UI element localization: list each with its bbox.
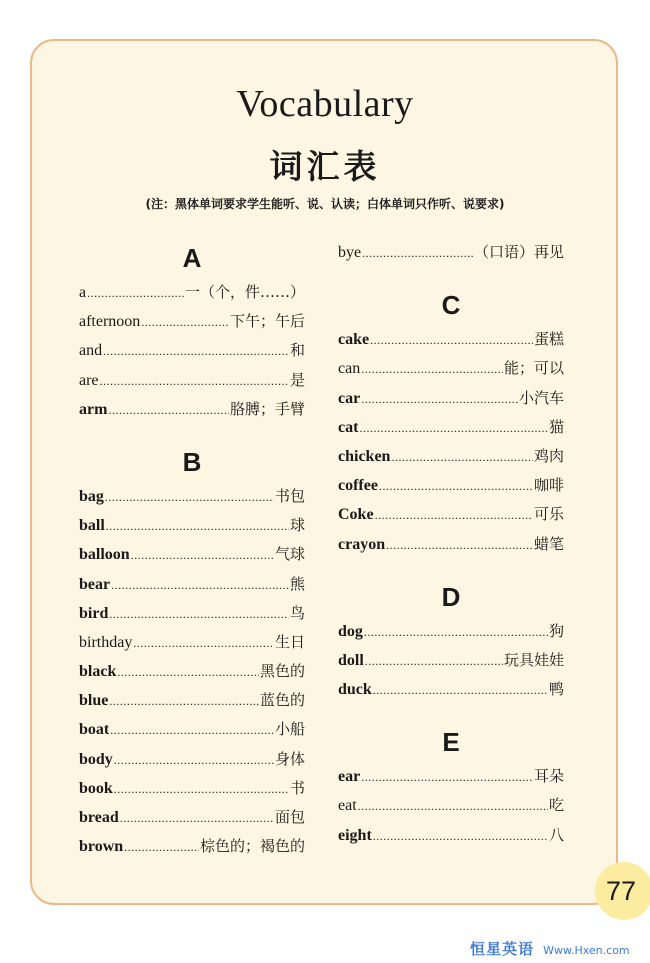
- vocab-entry: [79, 482, 305, 511]
- vocab-word: body: [79, 750, 113, 768]
- page-number-badge: 77: [595, 862, 650, 920]
- vocab-word: coffee: [338, 477, 378, 495]
- vocab-entry: [79, 803, 305, 832]
- vocab-meaning: 玩具娃娃: [503, 650, 564, 669]
- watermark-url: Www.Hxen.com: [543, 944, 630, 957]
- vocab-entry: [79, 745, 305, 774]
- vocab-word: bird: [79, 604, 109, 622]
- vocab-entry: [338, 384, 564, 413]
- section-letter: D: [441, 581, 461, 612]
- vocab-word: bag: [79, 487, 104, 505]
- vocab-word: are: [79, 371, 99, 389]
- dot-leader: [361, 763, 533, 792]
- vocab-meaning: 熊: [289, 574, 305, 593]
- vocab-meaning: 蜡笔: [533, 534, 564, 553]
- vocab-word: afternoon: [79, 313, 141, 331]
- vocabulary-right-column: [338, 238, 564, 850]
- vocab-entry: [338, 617, 564, 646]
- vocab-word: brown: [79, 838, 124, 856]
- vocab-word: eight: [338, 826, 372, 844]
- vocab-entry: [79, 395, 305, 424]
- vocab-meaning: 猫: [548, 417, 564, 436]
- vocab-entry: [79, 715, 305, 744]
- dot-leader: [391, 443, 533, 472]
- dot-leader: [379, 472, 533, 501]
- vocab-meaning: 八: [548, 825, 564, 844]
- vocab-meaning: 狗: [548, 621, 564, 640]
- vocab-entry: [338, 500, 564, 529]
- vocabulary-left-column: [79, 238, 305, 861]
- vocab-entry: [338, 442, 564, 471]
- vocab-entry: [338, 646, 564, 675]
- dot-leader: [108, 396, 229, 425]
- dot-leader: [117, 658, 259, 687]
- vocab-word: car: [338, 389, 361, 407]
- vocab-meaning: 棕色的；褐色的: [199, 837, 305, 856]
- vocab-word: dog: [338, 622, 363, 640]
- vocab-meaning: 和: [289, 341, 305, 360]
- vocab-word: bread: [79, 809, 119, 826]
- vocab-word: can: [338, 360, 361, 378]
- vocab-word: cat: [338, 418, 359, 436]
- vocab-entry: [79, 628, 305, 657]
- vocab-word: Coke: [338, 506, 374, 524]
- dot-leader: [141, 308, 229, 337]
- vocab-entry: [338, 762, 564, 791]
- vocab-word: birthday: [79, 633, 133, 651]
- dot-leader: [133, 629, 274, 658]
- section-letter: E: [442, 727, 460, 758]
- vocab-entry: [338, 675, 564, 704]
- vocab-meaning: 鸡肉: [533, 446, 564, 465]
- vocab-word: chicken: [338, 447, 391, 465]
- dot-leader: [109, 600, 289, 629]
- vocab-entry: [79, 774, 305, 803]
- dot-leader: [361, 355, 503, 384]
- dot-leader: [361, 385, 518, 414]
- vocab-entry: [79, 366, 305, 395]
- vocab-meaning: 能；可以: [503, 359, 564, 378]
- usage-note: (注：黑体单词要求学生能听、说、认读；白体单词只作听、说要求): [145, 197, 505, 211]
- vocab-meaning: 一（个，件……）: [184, 283, 305, 301]
- dot-leader: [131, 541, 274, 570]
- vocab-meaning: 生日: [274, 632, 305, 651]
- watermark-name: 恒星英语: [470, 940, 535, 958]
- dot-leader: [365, 647, 503, 676]
- dot-leader: [124, 833, 199, 862]
- vocab-meaning: 气球: [274, 545, 305, 564]
- vocab-word: eat: [338, 797, 357, 815]
- vocab-word: a: [79, 284, 87, 301]
- dot-leader: [373, 822, 548, 851]
- site-watermark: [470, 938, 630, 959]
- vocab-entry: [79, 570, 305, 599]
- dot-leader: [364, 618, 548, 647]
- vocab-meaning: （口语）再见: [473, 243, 564, 261]
- section-letter: B: [182, 446, 202, 477]
- vocab-entry: [338, 471, 564, 500]
- vocab-meaning: 咖啡: [533, 476, 564, 495]
- vocab-word: crayon: [338, 535, 386, 553]
- vocab-word: boat: [79, 721, 110, 739]
- dot-leader: [109, 687, 259, 716]
- vocab-word: bear: [79, 575, 111, 593]
- vocab-entry: [338, 413, 564, 442]
- dot-leader: [103, 337, 289, 366]
- page-subtitle: 词汇表: [269, 147, 381, 186]
- vocab-entry: [79, 832, 305, 861]
- vocab-meaning: 书包: [274, 486, 305, 505]
- dot-leader: [359, 414, 548, 443]
- vocab-word: bye: [338, 244, 362, 261]
- vocab-meaning: 耳朵: [533, 767, 564, 786]
- vocab-word: book: [79, 779, 113, 797]
- dot-leader: [114, 746, 274, 775]
- page-title: Vocabulary: [236, 83, 414, 125]
- vocab-meaning: 是: [289, 370, 305, 389]
- section-letter: C: [441, 290, 461, 321]
- dot-leader: [110, 716, 274, 745]
- vocab-meaning: 小汽车: [518, 388, 564, 407]
- vocab-word: duck: [338, 681, 372, 699]
- dot-leader: [111, 571, 289, 600]
- vocab-word: ball: [79, 517, 105, 535]
- vocab-meaning: 胳膊；手臂: [229, 399, 305, 418]
- dot-leader: [370, 326, 533, 355]
- vocab-word: doll: [338, 651, 364, 669]
- dot-leader: [375, 501, 533, 530]
- dot-leader: [358, 792, 548, 821]
- vocab-meaning: 吃: [548, 796, 564, 815]
- vocab-entry: [79, 336, 305, 365]
- dot-leader: [386, 531, 533, 560]
- vocab-word: black: [79, 663, 117, 681]
- vocab-entry: [338, 325, 564, 354]
- vocab-meaning: 可乐: [533, 505, 564, 524]
- vocab-entry: [79, 657, 305, 686]
- dot-leader: [100, 367, 289, 396]
- vocab-word: balloon: [79, 546, 130, 564]
- vocab-entry: [79, 278, 305, 307]
- vocab-word: ear: [338, 768, 361, 786]
- vocab-word: blue: [79, 692, 109, 710]
- vocab-entry: [338, 791, 564, 820]
- vocab-word: arm: [79, 400, 108, 418]
- vocab-word: and: [79, 342, 103, 360]
- vocab-entry: [79, 540, 305, 569]
- vocab-word: cake: [338, 331, 370, 349]
- vocab-entry: [79, 307, 305, 336]
- vocab-meaning: 黑色的: [259, 662, 305, 681]
- vocab-meaning: 蓝色的: [259, 691, 305, 710]
- vocab-meaning: 鸟: [289, 603, 305, 622]
- vocab-entry: [79, 599, 305, 628]
- vocab-meaning: 书: [289, 778, 305, 797]
- vocab-meaning: 小船: [274, 720, 305, 739]
- vocab-meaning: 鸭: [548, 680, 564, 699]
- dot-leader: [120, 804, 274, 833]
- dot-leader: [373, 676, 548, 705]
- vocab-meaning: 身体: [274, 749, 305, 768]
- dot-leader: [105, 483, 274, 512]
- dot-leader: [362, 239, 473, 268]
- vocab-meaning: 下午；午后: [229, 312, 305, 331]
- vocab-entry: [79, 511, 305, 540]
- vocab-meaning: 蛋糕: [533, 330, 564, 349]
- vocab-meaning: 面包: [274, 808, 305, 826]
- vocab-meaning: 球: [289, 516, 305, 535]
- vocab-entry: [338, 354, 564, 383]
- section-letter: A: [182, 243, 202, 273]
- dot-leader: [114, 775, 289, 804]
- vocab-entry: [338, 821, 564, 850]
- vocab-entry: [338, 530, 564, 559]
- dot-leader: [87, 279, 184, 308]
- vocab-entry: [79, 686, 305, 715]
- dot-leader: [106, 512, 289, 541]
- vocab-entry: [338, 238, 564, 267]
